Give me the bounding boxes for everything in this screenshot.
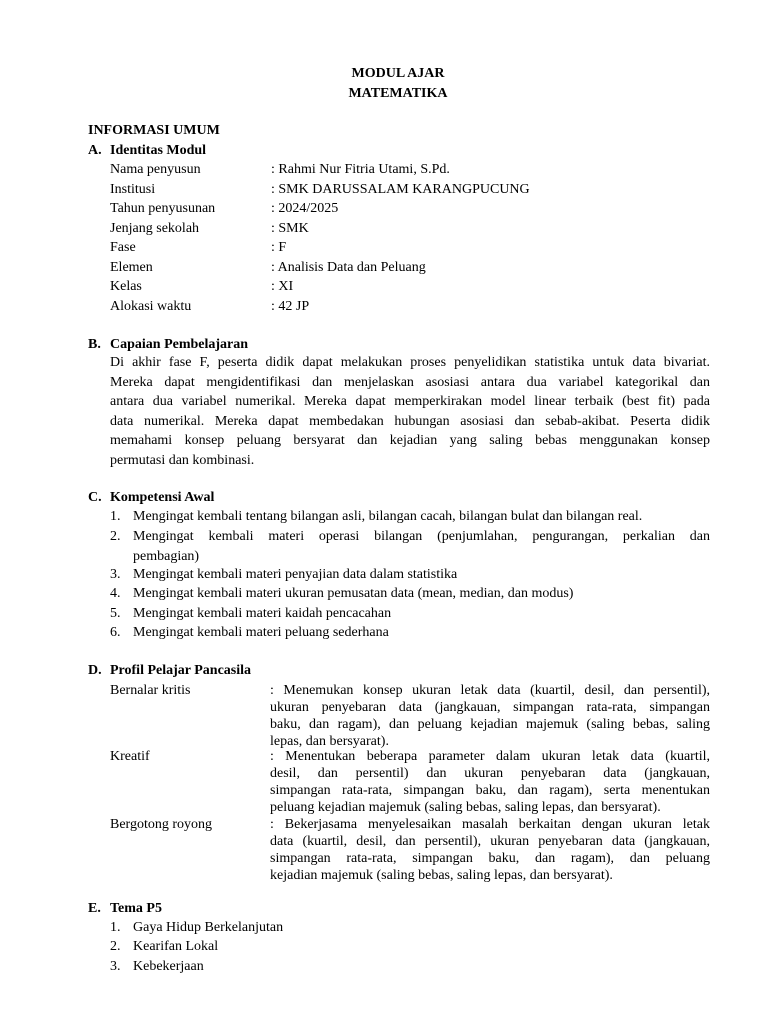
list-number: 3. [110, 567, 121, 582]
list-number: 4. [110, 586, 121, 601]
identity-value: : Analisis Data dan Peluang [271, 259, 426, 275]
profile-description [270, 816, 710, 884]
list-item [133, 507, 710, 527]
list-number: 3. [110, 959, 121, 974]
identity-label: Elemen [110, 259, 153, 275]
identity-value: : SMK DARUSSALAM KARANGPUCUNG [271, 181, 530, 197]
profile-description [270, 682, 710, 750]
identity-label: Tahun penyusunan [110, 201, 216, 216]
list-item-line: Mengingat kembali materi kaidah pencacahan [133, 606, 392, 621]
profile-line: : Menentukan beberapa parameter dalam ukuran letak data (kuartil, [270, 749, 710, 764]
paragraph-line: permutasi dan kombinasi. [110, 452, 255, 468]
identity-value: : 2024/2025 [271, 201, 339, 216]
section-e-letter: E. [88, 901, 101, 916]
list-item-line: pembagian) [133, 548, 200, 564]
profile-line: lepas, dan bersyarat). [270, 734, 389, 749]
module-title: MODUL AJAR [351, 66, 445, 81]
list-item [133, 623, 710, 643]
section-b-letter: B. [88, 337, 101, 352]
list-number: 6. [110, 625, 121, 640]
section-e-title: Tema P5 [110, 901, 162, 916]
paragraph-line: Mereka dapat mengidentifikasi dan menjelaskan asosiasi antara dua variabel kategorikal dan [110, 374, 710, 390]
list-item: Gaya Hidup Berkelanjutan [133, 920, 284, 935]
identity-value: : F [271, 240, 287, 255]
identity-label: Institusi [110, 181, 156, 197]
list-item [133, 604, 710, 624]
list-number: 5. [110, 606, 121, 621]
paragraph-line: antara dua variabel numerikal. Mereka dapat memperkirakan model linear terbaik (best fit) pada [110, 394, 710, 409]
section-d-letter: D. [88, 663, 102, 678]
paragraph-line: memahami konsep peluang bersyarat dan kejadian yang saling bebas menggunakan konsep [110, 433, 710, 448]
identity-value: : 42 JP [271, 298, 310, 314]
section-b-title: Capaian Pembelajaran [110, 337, 249, 352]
general-info-heading: INFORMASI UMUM [88, 123, 220, 138]
identity-value: : Rahmi Nur Fitria Utami, S.Pd. [271, 162, 450, 177]
subject-title: MATEMATIKA [348, 86, 448, 101]
profile-description [270, 748, 710, 816]
profile-line: simpangan rata-rata, simpangan baku, dan ragam), serta menentukan [270, 783, 710, 798]
list-number: 1. [110, 920, 121, 935]
list-number: 2. [110, 529, 121, 544]
paragraph-line: data numerikal. Mereka dapat membedakan hubungan asosiasi dan sebab-akibat. Peserta didik [110, 413, 710, 429]
identity-label: Fase [110, 240, 136, 255]
profile-line: ukuran penyebaran data (jangkauan, simpangan rata-rata, simpangan [270, 700, 710, 715]
section-a-letter: A. [88, 143, 102, 158]
identity-label: Jenjang sekolah [110, 220, 200, 236]
list-item-line: Mengingat kembali materi operasi bilangan (penjumlahan, pengurangan, perkalian dan [133, 529, 710, 544]
profile-label: Bergotong royong [110, 817, 213, 832]
profile-line: kejadian majemuk (saling bebas, saling lepas, dan bersyarat). [270, 868, 613, 883]
profile-line: desil, dan persentil) dan ukuran penyebaran data (jangkauan, [270, 766, 710, 781]
identity-label: Kelas [110, 279, 142, 294]
list-number: 2. [110, 939, 121, 954]
list-number: 1. [110, 509, 121, 524]
list-item-line: Mengingat kembali materi penyajian data dalam statistika [133, 567, 458, 582]
list-item [133, 584, 710, 604]
list-item [133, 527, 710, 566]
identity-value: : XI [271, 279, 294, 294]
section-c-title: Kompetensi Awal [110, 490, 215, 505]
section-a-title: Identitas Modul [110, 143, 207, 158]
list-item-line: Mengingat kembali materi peluang sederhana [133, 625, 389, 640]
identity-label: Alokasi waktu [110, 298, 192, 314]
profile-line: : Bekerjasama menyelesaikan masalah berkaitan dengan ukuran letak [270, 817, 710, 832]
identity-label: Nama penyusun [110, 162, 201, 177]
profile-line: : Menemukan konsep ukuran letak data (kuartil, desil, dan persentil), [270, 683, 710, 698]
list-item-line: Mengingat kembali tentang bilangan asli, bilangan cacah, bilangan bulat dan bilangan real. [133, 509, 643, 524]
profile-line: baku, dan ragam), dan peluang kejadian majemuk (saling bebas, saling [270, 717, 710, 732]
profile-line: peluang kejadian majemuk (saling bebas, saling lepas, dan bersyarat). [270, 800, 661, 815]
section-d-title: Profil Pelajar Pancasila [110, 663, 252, 678]
learning-outcomes-paragraph [110, 353, 710, 470]
profile-label: Kreatif [110, 749, 150, 764]
list-item-line: Mengingat kembali materi ukuran pemusatan data (mean, median, dan modus) [133, 586, 574, 601]
section-c-letter: C. [88, 490, 102, 505]
profile-line: simpangan rata-rata, simpangan baku, dan ragam), dan peluang [270, 851, 710, 866]
paragraph-line: Di akhir fase F, peserta didik dapat melakukan proses penyelidikan statistika untuk data bivariat. [110, 355, 710, 370]
list-item: Kebekerjaan [133, 959, 204, 974]
list-item: Kearifan Lokal [133, 939, 219, 954]
identity-value: : SMK [271, 220, 309, 236]
profile-line: data (kuartil, desil, dan persentil), ukuran penyebaran data (jangkauan, [270, 834, 710, 849]
list-item [133, 565, 710, 585]
profile-label: Bernalar kritis [110, 683, 191, 698]
